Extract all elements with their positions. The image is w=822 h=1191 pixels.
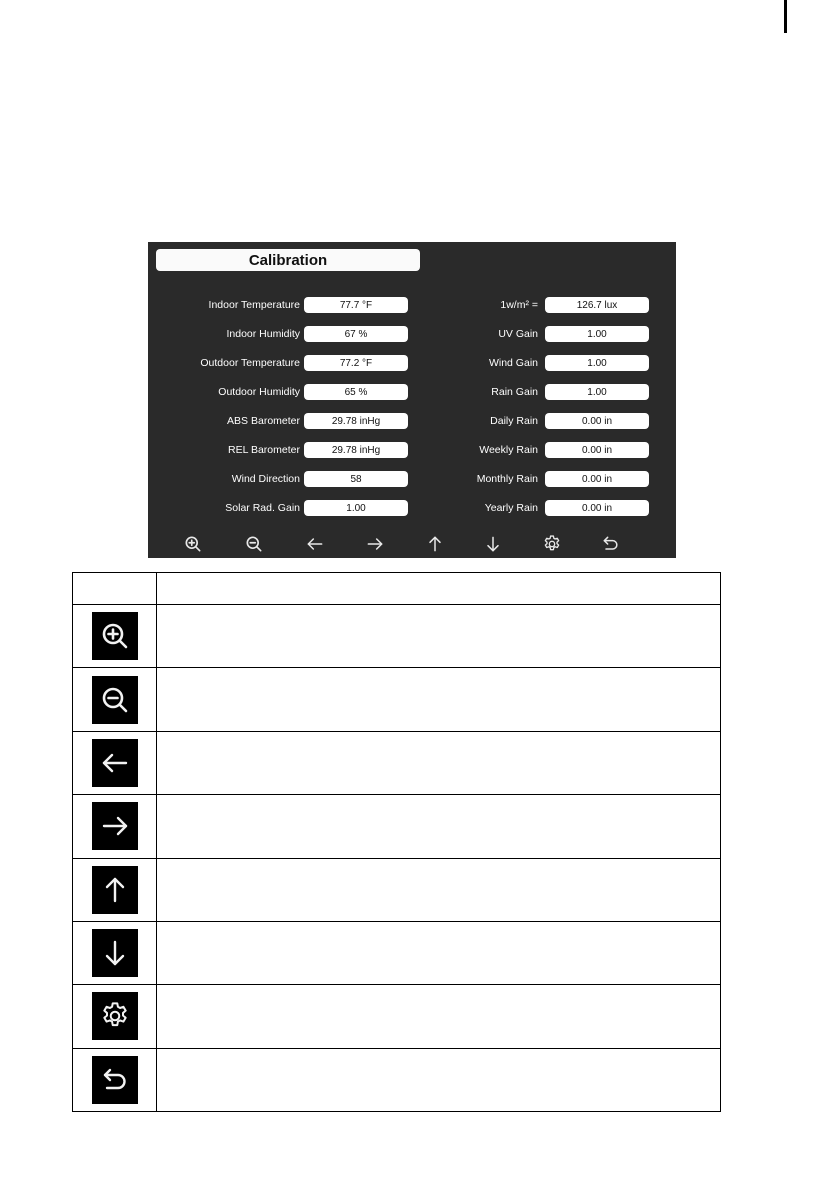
field-label: Indoor Humidity	[226, 328, 300, 340]
field-label: Solar Rad. Gain	[225, 502, 300, 514]
table-header-row	[73, 573, 721, 605]
page-cut-mark	[784, 0, 787, 33]
field-indoor-temperature	[148, 296, 408, 314]
field-label: Yearly Rain	[484, 502, 538, 514]
description-cell	[157, 858, 721, 921]
description-cell	[157, 985, 721, 1048]
field-indoor-humidity	[148, 325, 408, 343]
arrow-left-icon	[92, 739, 138, 787]
table-row	[73, 1048, 721, 1111]
field-solar-rad-gain	[148, 499, 408, 517]
description-cell	[157, 921, 721, 984]
value-input[interactable]: 77.2 °F	[304, 355, 408, 371]
toolbar	[148, 530, 676, 558]
field-label: Weekly Rain	[479, 444, 538, 456]
value-input[interactable]: 0.00 in	[545, 500, 649, 516]
field-wind-direction	[148, 470, 408, 488]
value-input[interactable]: 58	[304, 471, 408, 487]
field-lux-conversion	[454, 296, 649, 314]
field-yearly-rain	[454, 499, 649, 517]
field-label: Outdoor Humidity	[218, 386, 300, 398]
table-row	[73, 668, 721, 731]
value-input[interactable]: 0.00 in	[545, 442, 649, 458]
field-label: Outdoor Temperature	[200, 357, 300, 369]
zoom-in-icon	[92, 612, 138, 660]
description-cell	[157, 795, 721, 858]
field-rel-barometer	[148, 441, 408, 459]
icon-legend-table	[72, 572, 721, 1112]
table-row	[73, 605, 721, 668]
field-label: REL Barometer	[228, 444, 300, 456]
value-input[interactable]: 1.00	[545, 326, 649, 342]
table-row	[73, 795, 721, 858]
return-icon	[92, 1056, 138, 1104]
table-row	[73, 985, 721, 1048]
value-input[interactable]: 0.00 in	[545, 471, 649, 487]
description-cell	[157, 731, 721, 794]
arrow-right-icon[interactable]	[363, 532, 387, 556]
field-label: Monthly Rain	[476, 473, 538, 485]
table-row	[73, 858, 721, 921]
field-abs-barometer	[148, 412, 408, 430]
arrow-right-icon	[92, 802, 138, 850]
value-input[interactable]: 1.00	[545, 384, 649, 400]
field-label: Rain Gain	[491, 386, 538, 398]
zoom-out-icon	[92, 676, 138, 724]
table-row	[73, 731, 721, 794]
value-input[interactable]: 77.7 °F	[304, 297, 408, 313]
header-description-column	[157, 573, 721, 605]
field-label: Wind Direction	[231, 473, 300, 485]
value-input[interactable]: 29.78 inHg	[304, 413, 408, 429]
field-outdoor-temperature	[148, 354, 408, 372]
gear-icon	[92, 992, 138, 1040]
field-label: Indoor Temperature	[208, 299, 300, 311]
field-outdoor-humidity	[148, 383, 408, 401]
field-daily-rain	[454, 412, 649, 430]
zoom-out-icon[interactable]	[242, 532, 266, 556]
field-label: ABS Barometer	[227, 415, 300, 427]
table-row	[73, 921, 721, 984]
arrow-left-icon[interactable]	[303, 532, 327, 556]
value-input[interactable]: 0.00 in	[545, 413, 649, 429]
arrow-down-icon[interactable]	[481, 532, 505, 556]
description-cell	[157, 668, 721, 731]
arrow-down-icon	[92, 929, 138, 977]
field-rain-gain	[454, 383, 649, 401]
zoom-in-icon[interactable]	[181, 532, 205, 556]
description-cell	[157, 1048, 721, 1111]
arrow-up-icon[interactable]	[423, 532, 447, 556]
calibration-screen	[148, 242, 676, 558]
field-label: UV Gain	[498, 328, 538, 340]
value-input[interactable]: 29.78 inHg	[304, 442, 408, 458]
field-monthly-rain	[454, 470, 649, 488]
field-label: Wind Gain	[488, 357, 538, 369]
header-icon-column	[73, 573, 157, 605]
field-label: Daily Rain	[490, 415, 538, 427]
gear-icon[interactable]	[540, 532, 564, 556]
value-input[interactable]: 1.00	[545, 355, 649, 371]
field-wind-gain	[454, 354, 649, 372]
value-input[interactable]: 65 %	[304, 384, 408, 400]
value-input[interactable]: 1.00	[304, 500, 408, 516]
arrow-up-icon	[92, 866, 138, 914]
value-input[interactable]: 126.7 lux	[545, 297, 649, 313]
page-title: Calibration	[156, 249, 420, 271]
field-uv-gain	[454, 325, 649, 343]
field-label: 1w/m² =	[500, 299, 538, 311]
value-input[interactable]: 67 %	[304, 326, 408, 342]
field-weekly-rain	[454, 441, 649, 459]
return-icon[interactable]	[599, 532, 623, 556]
description-cell	[157, 605, 721, 668]
